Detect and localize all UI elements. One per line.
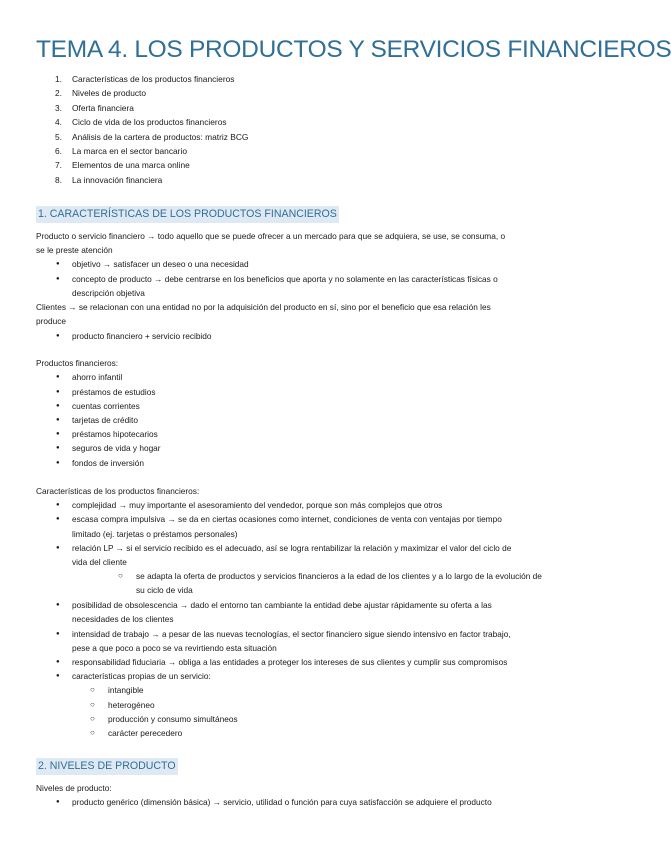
list-title: Productos financieros:	[36, 358, 119, 368]
bullet-icon: ●	[56, 545, 60, 551]
section-heading-2: 2. NIVELES DE PRODUCTO	[36, 758, 178, 775]
list-title: Niveles de producto:	[36, 783, 112, 793]
sub-bullet-text: carácter perecedero	[108, 728, 183, 738]
bullet-text: descripción objetiva	[72, 288, 145, 298]
toc-item[interactable]: 3. Oferta financiera	[55, 102, 134, 113]
paragraph-line: Producto o servicio financiero → todo aquello que se puede ofrecer a un mercado para que se adquiera, se use, se consuma, o	[36, 231, 506, 241]
paragraph-line: se le preste atención	[36, 245, 113, 255]
sub-bullet-text: producción y consumo simultáneos	[108, 714, 238, 724]
bullet-text: concepto de producto → debe centrarse en los beneficios que aporta y no solamente en las características físicas o	[72, 274, 498, 284]
list-item: cuentas corrientes	[72, 401, 140, 411]
bullet-text: responsabilidad fiduciaria → obliga a las entidades a proteger los intereses de sus clientes y cumplir sus compromisos	[72, 657, 508, 667]
sub-bullet-text: se adapta la oferta de productos y servicios financieros a la edad de los clientes y a lo largo de la evolución de	[136, 571, 542, 581]
toc-item[interactable]: 8. La innovación financiera	[55, 174, 163, 185]
list-item: seguros de vida y hogar	[72, 443, 161, 453]
bullet-icon: ●	[56, 799, 60, 805]
section-heading-1: 1. CARACTERÍSTICAS DE LOS PRODUCTOS FINANCIEROS	[36, 206, 339, 223]
bullet-icon: ●	[56, 602, 60, 608]
bullet-icon: ●	[56, 417, 60, 423]
bullet-text: relación LP → si el servicio recibido es el adecuado, así se logra rentabilizar la relación y maximizar el valor del ciclo de	[72, 543, 512, 553]
bullet-text: necesidades de los clientes	[72, 614, 174, 624]
table-of-contents	[55, 72, 248, 187]
toc-item[interactable]: 2. Niveles de producto	[55, 88, 147, 99]
bullet-text: intensidad de trabajo → a pesar de las nuevas tecnologías, el sector financiero sigue siendo intensivo en factor trabajo,	[72, 629, 511, 639]
bullet-text: pese a que poco a poco se va revirtiendo esta situación	[72, 643, 277, 653]
sub-bullet-icon: ○	[90, 685, 95, 694]
toc-item[interactable]: 6. La marca en el sector bancario	[55, 145, 187, 156]
bullet-text: producto genérico (dimensión básica) → servicio, utilidad o función para cuya satisfacción se adquiere el producto	[72, 797, 492, 807]
toc-item[interactable]: 1. Características de los productos financieros	[55, 74, 235, 84]
toc-item[interactable]: 5. Análisis de la cartera de productos: matriz BCG	[55, 131, 249, 142]
bullet-icon: ●	[56, 374, 60, 380]
paragraph-line: produce	[36, 316, 66, 326]
bullet-icon: ●	[56, 261, 60, 267]
bullet-icon: ●	[56, 445, 60, 451]
bullet-text: objetivo → satisfacer un deseo o una necesidad	[72, 259, 249, 269]
bullet-icon: ●	[56, 502, 60, 508]
sub-bullet-icon: ○	[90, 700, 95, 709]
list-item: tarjetas de crédito	[72, 415, 138, 425]
bullet-icon: ●	[56, 403, 60, 409]
sub-bullet-icon: ○	[90, 714, 95, 723]
bullet-icon: ●	[56, 333, 60, 339]
sub-bullet-text: su ciclo de vida	[136, 585, 193, 595]
bullet-icon: ●	[56, 516, 60, 522]
bullet-text: producto financiero + servicio recibido	[72, 331, 212, 341]
bullet-text: características propias de un servicio:	[72, 671, 211, 681]
sub-bullet-icon: ○	[90, 728, 95, 737]
bullet-icon: ●	[56, 389, 60, 395]
list-item: ahorro infantil	[72, 372, 123, 382]
sub-bullet-text: intangible	[108, 685, 144, 695]
bullet-icon: ●	[56, 460, 60, 466]
paragraph-line: Clientes → se relacionan con una entidad no por la adquisición del producto en sí, sino por el beneficio que esa relación les	[36, 302, 491, 312]
bullet-icon: ●	[56, 631, 60, 637]
toc-item[interactable]: 4. Ciclo de vida de los productos financieros	[55, 117, 227, 128]
bullet-icon: ●	[56, 673, 60, 679]
bullet-text: escasa compra impulsiva → se da en ciertas ocasiones como internet, condiciones de venta con ventajas por tiempo	[72, 514, 502, 524]
bullet-icon: ●	[56, 276, 60, 282]
sub-bullet-text: heterogéneo	[108, 700, 155, 710]
list-title: Características de los productos financieros:	[36, 486, 200, 496]
toc-item[interactable]: 7. Elementos de una marca online	[55, 160, 190, 171]
list-item: préstamos de estudios	[72, 387, 156, 397]
bullet-text: posibilidad de obsolescencia → dado el entorno tan cambiante la entidad debe ajustar rápidamente su oferta a las	[72, 600, 492, 610]
bullet-icon: ●	[56, 659, 60, 665]
page-title: TEMA 4. LOS PRODUCTOS Y SERVICIOS FINANCIEROS	[36, 36, 671, 63]
bullet-text: limitado (ej. tarjetas o préstamos personales)	[72, 529, 238, 539]
sub-bullet-icon: ○	[118, 571, 123, 580]
bullet-icon: ●	[56, 431, 60, 437]
list-item: fondos de inversión	[72, 458, 144, 468]
bullet-text: vida del cliente	[72, 557, 127, 567]
bullet-text: complejidad → muy importante el asesoramiento del vendedor, porque son más complejos que otros	[72, 500, 443, 510]
list-item: préstamos hipotecarios	[72, 429, 158, 439]
